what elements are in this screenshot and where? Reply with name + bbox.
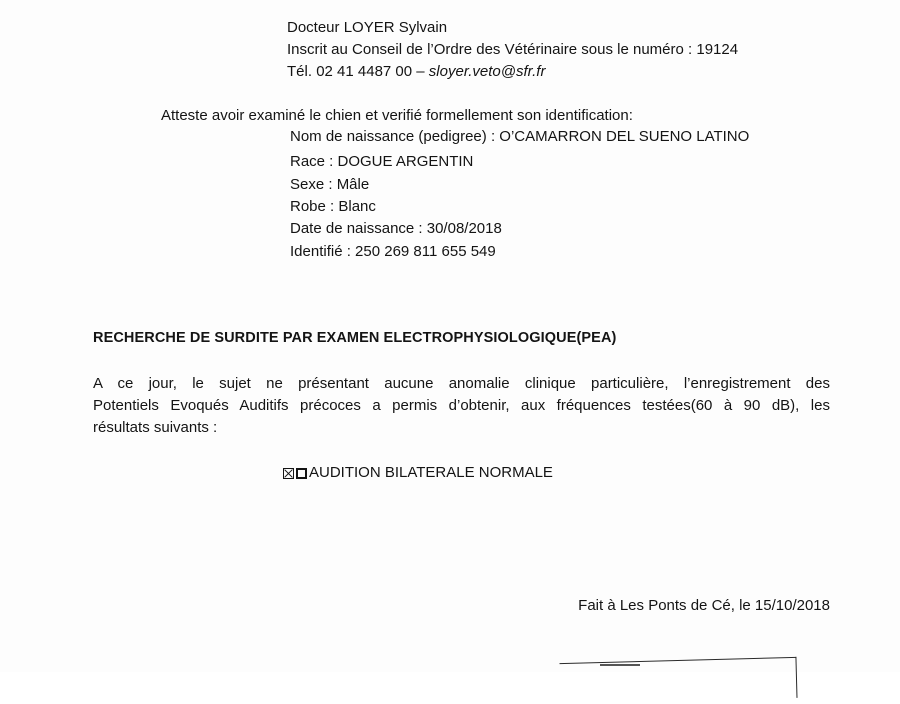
stamp-mark (600, 664, 640, 674)
exam-paragraph (93, 373, 830, 439)
result-text: AUDITION BILATERALE NORMALE (309, 464, 553, 481)
pedigree-name: Nom de naissance (pedigree) : O’CAMARRON DEL SUENO LATINO (290, 128, 750, 145)
checked-checkbox-icon (283, 468, 294, 479)
place-and-date: Fait à Les Ponts de Cé, le 15/10/2018 (578, 597, 830, 614)
exam-result (283, 464, 553, 482)
birth-date: Date de naissance : 30/08/2018 (290, 220, 502, 237)
exam-paragraph-line-3: résultats suivants : (93, 419, 218, 436)
exam-paragraph-line-1: A ce jour, le sujet ne présentant aucune anomalie clinique particulière, l’enregistrement des (93, 375, 830, 392)
phone-number: 02 41 4487 00 – (316, 63, 425, 80)
phone-label: Tél. (287, 63, 313, 80)
stamp-frame (560, 657, 798, 704)
breed: Race : DOGUE ARGENTIN (290, 153, 474, 170)
coat: Robe : Blanc (290, 198, 376, 215)
vet-registration: Inscrit au Conseil de l’Ordre des Vétérinaire sous le numéro : 19124 (287, 41, 739, 58)
exam-paragraph-line-2: Potentiels Evoqués Auditifs précoces a permis d’obtenir, aux fréquences testées(60 à 90 dB), les (93, 397, 830, 414)
vet-name: Docteur LOYER Sylvain (287, 19, 448, 36)
identification-number: Identifié : 250 269 811 655 549 (290, 243, 496, 260)
attestation-text: Atteste avoir examiné le chien et verifié formellement son identification: (161, 107, 633, 124)
email-address: sloyer.veto@sfr.fr (428, 63, 546, 80)
empty-checkbox-icon (296, 468, 307, 479)
vet-contact (287, 63, 545, 81)
sex: Sexe : Mâle (290, 176, 370, 193)
exam-heading: RECHERCHE DE SURDITE PAR EXAMEN ELECTROPHYSIOLOGIQUE(PEA) (93, 330, 617, 346)
